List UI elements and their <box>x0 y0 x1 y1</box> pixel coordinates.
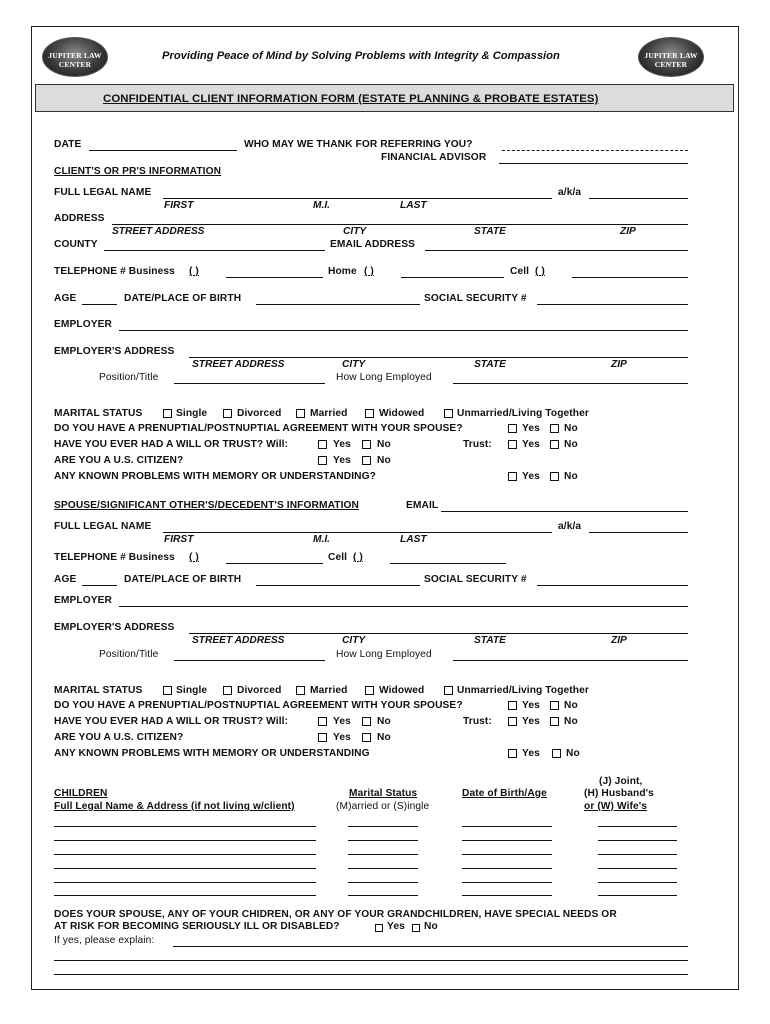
mi-label: M.I. <box>313 200 330 211</box>
advisor-field[interactable] <box>499 163 688 164</box>
widowed-label: Widowed <box>379 685 425 696</box>
child-marital-field[interactable] <box>348 882 418 883</box>
no-label: No <box>377 455 391 466</box>
marital-status-label: MARITAL STATUS <box>54 685 143 696</box>
telephone-business-label: TELEPHONE # Business <box>54 552 175 563</box>
divorced-checkbox[interactable] <box>223 409 232 418</box>
street-address-label: STREET ADDRESS <box>112 226 205 237</box>
employer-address-label: EMPLOYER'S ADDRESS <box>54 622 175 633</box>
will-yes-checkbox[interactable] <box>318 440 327 449</box>
telephone-business-label: TELEPHONE # Business <box>54 266 175 277</box>
employer-address-field[interactable] <box>189 357 688 358</box>
last-label: LAST <box>400 534 427 545</box>
no-label: No <box>377 439 391 450</box>
spouse-aka-field[interactable] <box>589 532 688 533</box>
married-checkbox[interactable] <box>296 409 305 418</box>
county-label: COUNTY <box>54 239 98 250</box>
address-label: ADDRESS <box>54 213 105 224</box>
city-label: CITY <box>343 226 367 237</box>
how-long-label: How Long Employed <box>336 649 432 660</box>
email-address-field[interactable] <box>425 250 688 251</box>
marital-status-subcolumn: (M)arried or (S)ingle <box>336 801 430 812</box>
spouse-trust-no-checkbox[interactable] <box>550 717 559 726</box>
ssn-field[interactable] <box>537 304 688 305</box>
position-label: Position/Title <box>99 649 159 660</box>
single-label: Single <box>176 685 208 696</box>
area-code: ( ) <box>189 552 199 563</box>
no-label: No <box>564 716 578 727</box>
marital-status-label: MARITAL STATUS <box>54 408 143 419</box>
city-label: CITY <box>342 359 366 370</box>
law-center-logo-left <box>42 37 108 77</box>
joint-column-1: (J) Joint, <box>599 776 643 787</box>
child-marital-field[interactable] <box>348 868 418 869</box>
no-label: No <box>564 700 578 711</box>
yes-label: Yes <box>522 700 540 711</box>
aka-field[interactable] <box>589 198 688 199</box>
spouse-prenup-yes-checkbox[interactable] <box>508 701 517 710</box>
trust-yes-checkbox[interactable] <box>508 440 517 449</box>
spouse-prenup-no-checkbox[interactable] <box>550 701 559 710</box>
special-needs-yes-checkbox[interactable] <box>375 924 383 932</box>
referral-field[interactable] <box>502 150 688 151</box>
full-legal-name-label: FULL LEGAL NAME <box>54 521 152 532</box>
unmarried-checkbox[interactable] <box>444 409 453 418</box>
will-no-checkbox[interactable] <box>362 440 371 449</box>
state-label: STATE <box>474 635 506 646</box>
spouse-widowed-checkbox[interactable] <box>365 686 374 695</box>
first-label: FIRST <box>164 534 194 545</box>
ssn-label: SOCIAL SECURITY # <box>424 574 527 585</box>
yes-label: Yes <box>522 716 540 727</box>
spouse-email-label: EMAIL <box>406 500 439 511</box>
cell-label: Cell <box>510 266 530 277</box>
spouse-citizen-no-checkbox[interactable] <box>362 733 371 742</box>
first-label: FIRST <box>164 200 194 211</box>
spouse-trust-yes-checkbox[interactable] <box>508 717 517 726</box>
dob-label: DATE/PLACE OF BIRTH <box>124 574 242 585</box>
married-label: Married <box>310 408 348 419</box>
spouse-employer-address-field[interactable] <box>189 633 688 634</box>
spouse-business-phone-field[interactable] <box>226 563 323 564</box>
area-code: ( ) <box>189 266 199 277</box>
logo-text: JUPITER LAW CENTER <box>644 51 698 69</box>
age-label: AGE <box>54 574 77 585</box>
referral-label: WHO MAY WE THANK FOR REFERRING YOU? <box>244 139 473 150</box>
child-name-field[interactable] <box>54 895 316 896</box>
city-label: CITY <box>342 635 366 646</box>
date-label: DATE <box>54 139 82 150</box>
trust-label: Trust: <box>463 716 492 727</box>
yes-label: Yes <box>333 455 351 466</box>
unmarried-label: Unmarried/Living Together <box>457 408 589 419</box>
explain-field[interactable] <box>173 946 688 947</box>
spouse-employer-field[interactable] <box>119 606 688 607</box>
position-field[interactable] <box>174 383 325 384</box>
yes-label: Yes <box>522 439 540 450</box>
area-code: ( ) <box>535 266 545 277</box>
spouse-how-long-field[interactable] <box>453 660 688 661</box>
aka-label: a/k/a <box>558 521 582 532</box>
prenup-question: DO YOU HAVE A PRENUPTIAL/POSTNUPTIAL AGREEMENT WITH YOUR SPOUSE? <box>54 423 463 434</box>
how-long-label: How Long Employed <box>336 372 432 383</box>
child-dob-field[interactable] <box>462 840 552 841</box>
children-subheading: Full Legal Name & Address (if not living w/client) <box>54 801 295 812</box>
employer-label: EMPLOYER <box>54 319 112 330</box>
explain-field[interactable] <box>54 974 688 975</box>
yes-label: Yes <box>522 471 540 482</box>
prenup-no-checkbox[interactable] <box>550 424 559 433</box>
prenup-question: DO YOU HAVE A PRENUPTIAL/POSTNUPTIAL AGREEMENT WITH YOUR SPOUSE? <box>54 700 463 711</box>
spouse-will-yes-checkbox[interactable] <box>318 717 327 726</box>
position-label: Position/Title <box>99 372 159 383</box>
unmarried-label: Unmarried/Living Together <box>457 685 589 696</box>
street-address-label: STREET ADDRESS <box>192 359 285 370</box>
widowed-checkbox[interactable] <box>365 409 374 418</box>
spouse-section-heading: SPOUSE/SIGNIFICANT OTHER'S/DECEDENT'S INFORMATION <box>54 500 360 511</box>
area-code: ( ) <box>364 266 374 277</box>
age-label: AGE <box>54 293 77 304</box>
zip-label: ZIP <box>611 635 627 646</box>
full-legal-name-label: FULL LEGAL NAME <box>54 187 152 198</box>
home-label: Home <box>328 266 357 277</box>
child-dob-field[interactable] <box>462 882 552 883</box>
no-label: No <box>564 471 578 482</box>
marital-status-column: Marital Status <box>349 788 418 799</box>
memory-no-checkbox[interactable] <box>550 472 559 481</box>
full-legal-name-field[interactable] <box>163 198 552 199</box>
employer-address-label: EMPLOYER'S ADDRESS <box>54 346 175 357</box>
spouse-dob-field[interactable] <box>256 585 420 586</box>
no-label: No <box>424 921 438 932</box>
child-marital-field[interactable] <box>348 854 418 855</box>
last-label: LAST <box>400 200 427 211</box>
memory-question: ANY KNOWN PROBLEMS WITH MEMORY OR UNDERSTANDING <box>54 748 370 759</box>
child-name-field[interactable] <box>54 854 316 855</box>
yes-label: Yes <box>333 716 351 727</box>
cell-label: Cell <box>328 552 348 563</box>
no-label: No <box>377 716 391 727</box>
memory-yes-checkbox[interactable] <box>508 472 517 481</box>
trust-no-checkbox[interactable] <box>550 440 559 449</box>
spouse-email-field[interactable] <box>441 511 688 512</box>
citizen-no-checkbox[interactable] <box>362 456 371 465</box>
child-joint-field[interactable] <box>598 854 677 855</box>
no-label: No <box>564 423 578 434</box>
county-field[interactable] <box>104 250 325 251</box>
special-needs-question-line2: AT RISK FOR BECOMING SERIOUSLY ILL OR DISABLED? <box>54 921 340 932</box>
child-dob-field[interactable] <box>462 868 552 869</box>
law-center-logo-right <box>638 37 704 77</box>
spouse-single-checkbox[interactable] <box>163 686 172 695</box>
yes-label: Yes <box>522 423 540 434</box>
citizen-yes-checkbox[interactable] <box>318 456 327 465</box>
widowed-label: Widowed <box>379 408 425 419</box>
child-joint-field[interactable] <box>598 895 677 896</box>
child-joint-field[interactable] <box>598 882 677 883</box>
child-marital-field[interactable] <box>348 826 418 827</box>
spouse-married-checkbox[interactable] <box>296 686 305 695</box>
child-marital-field[interactable] <box>348 895 418 896</box>
child-name-field[interactable] <box>54 868 316 869</box>
child-name-field[interactable] <box>54 826 316 827</box>
zip-label: ZIP <box>620 226 636 237</box>
date-field[interactable] <box>89 150 237 151</box>
employer-label: EMPLOYER <box>54 595 112 606</box>
state-label: STATE <box>474 226 506 237</box>
spouse-memory-yes-checkbox[interactable] <box>508 749 517 758</box>
tagline: Providing Peace of Mind by Solving Problems with Integrity & Compassion <box>162 50 560 62</box>
spouse-cell-phone-field[interactable] <box>390 563 506 564</box>
joint-column-3: or (W) Wife's <box>584 801 648 812</box>
child-joint-field[interactable] <box>598 840 677 841</box>
zip-label: ZIP <box>611 359 627 370</box>
spouse-full-legal-name-field[interactable] <box>163 532 552 533</box>
trust-label: Trust: <box>463 439 492 450</box>
form-title: CONFIDENTIAL CLIENT INFORMATION FORM (ESTATE PLANNING & PROBATE ESTATES) <box>103 93 599 105</box>
citizen-question: ARE YOU A U.S. CITIZEN? <box>54 732 184 743</box>
spouse-will-no-checkbox[interactable] <box>362 717 371 726</box>
age-field[interactable] <box>82 304 117 305</box>
yes-label: Yes <box>333 732 351 743</box>
prenup-yes-checkbox[interactable] <box>508 424 517 433</box>
yes-label: Yes <box>387 921 405 932</box>
dob-column: Date of Birth/Age <box>462 788 547 799</box>
divorced-label: Divorced <box>237 685 282 696</box>
no-label: No <box>377 732 391 743</box>
state-label: STATE <box>474 359 506 370</box>
spouse-memory-no-checkbox[interactable] <box>552 749 561 758</box>
area-code: ( ) <box>353 552 363 563</box>
single-label: Single <box>176 408 208 419</box>
will-trust-question: HAVE YOU EVER HAD A WILL OR TRUST? Will: <box>54 439 289 450</box>
child-joint-field[interactable] <box>598 826 677 827</box>
child-marital-field[interactable] <box>348 840 418 841</box>
no-label: No <box>566 748 580 759</box>
address-field[interactable] <box>112 224 688 225</box>
street-address-label: STREET ADDRESS <box>192 635 285 646</box>
child-dob-field[interactable] <box>462 826 552 827</box>
business-phone-field[interactable] <box>226 277 323 278</box>
memory-question: ANY KNOWN PROBLEMS WITH MEMORY OR UNDERSTANDING? <box>54 471 376 482</box>
divorced-label: Divorced <box>237 408 282 419</box>
single-checkbox[interactable] <box>163 409 172 418</box>
mi-label: M.I. <box>313 534 330 545</box>
employer-field[interactable] <box>119 330 688 331</box>
spouse-age-field[interactable] <box>82 585 117 586</box>
explain-field[interactable] <box>54 960 688 961</box>
spouse-position-field[interactable] <box>174 660 325 661</box>
how-long-field[interactable] <box>453 383 688 384</box>
yes-label: Yes <box>522 748 540 759</box>
email-address-label: EMAIL ADDRESS <box>330 239 416 250</box>
citizen-question: ARE YOU A U.S. CITIZEN? <box>54 455 184 466</box>
special-needs-no-checkbox[interactable] <box>412 924 420 932</box>
yes-label: Yes <box>333 439 351 450</box>
cell-phone-field[interactable] <box>572 277 688 278</box>
special-needs-question-line1: DOES YOUR SPOUSE, ANY OF YOUR CHIDREN, OR ANY OF YOUR GRANDCHILDREN, HAVE SPECIAL NEEDS OR <box>54 909 617 920</box>
advisor-label: FINANCIAL ADVISOR <box>381 152 487 163</box>
child-name-field[interactable] <box>54 840 316 841</box>
child-dob-field[interactable] <box>462 895 552 896</box>
home-phone-field[interactable] <box>401 277 504 278</box>
child-name-field[interactable] <box>54 882 316 883</box>
children-heading: CHILDREN <box>54 788 108 799</box>
aka-label: a/k/a <box>558 187 582 198</box>
spouse-divorced-checkbox[interactable] <box>223 686 232 695</box>
ssn-label: SOCIAL SECURITY # <box>424 293 527 304</box>
child-dob-field[interactable] <box>462 854 552 855</box>
dob-field[interactable] <box>256 304 420 305</box>
logo-text: JUPITER LAW CENTER <box>48 51 102 69</box>
dob-label: DATE/PLACE OF BIRTH <box>124 293 242 304</box>
child-joint-field[interactable] <box>598 868 677 869</box>
will-trust-question: HAVE YOU EVER HAD A WILL OR TRUST? Will: <box>54 716 289 727</box>
no-label: No <box>564 439 578 450</box>
spouse-ssn-field[interactable] <box>537 585 688 586</box>
client-section-heading: CLIENT'S OR PR'S INFORMATION <box>54 166 222 177</box>
joint-column-2: (H) Husband's <box>584 788 654 799</box>
spouse-unmarried-checkbox[interactable] <box>444 686 453 695</box>
married-label: Married <box>310 685 348 696</box>
explain-label: If yes, please explain: <box>54 935 155 946</box>
spouse-citizen-yes-checkbox[interactable] <box>318 733 327 742</box>
